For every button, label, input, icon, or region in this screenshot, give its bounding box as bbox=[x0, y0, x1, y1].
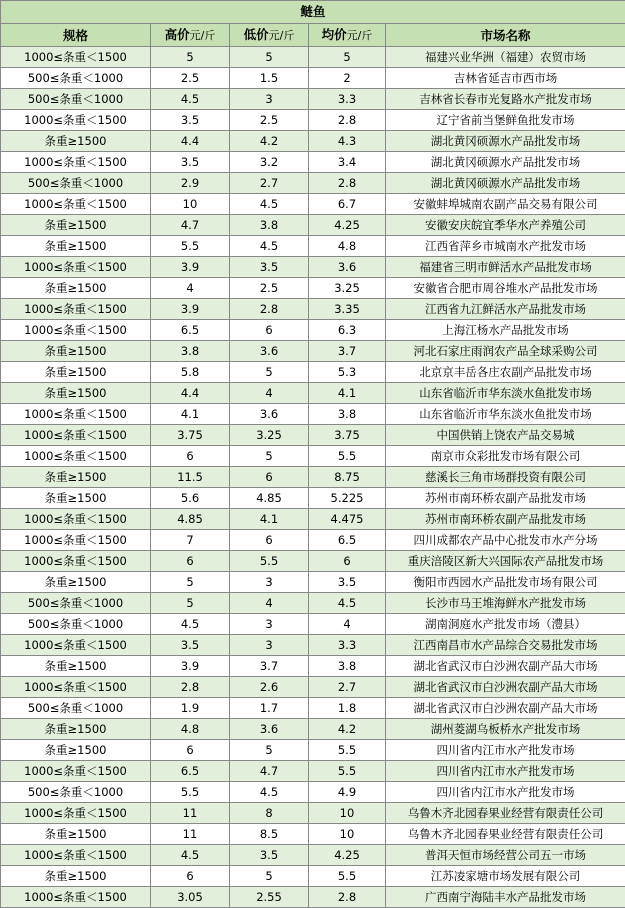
cell-low-price: 5 bbox=[230, 866, 309, 887]
cell-low-price: 3.25 bbox=[230, 425, 309, 446]
cell-high-price: 3.5 bbox=[151, 635, 230, 656]
cell-avg-price: 2.8 bbox=[309, 110, 386, 131]
table-row bbox=[1, 761, 625, 782]
header-market: 市场名称 bbox=[386, 24, 625, 47]
cell-low-price: 3 bbox=[230, 614, 309, 635]
cell-market: 四川成都农产品中心批发市水产分场 bbox=[386, 530, 625, 551]
table-row bbox=[1, 215, 625, 236]
cell-spec: 条重≥1500 bbox=[1, 341, 151, 362]
cell-spec: 1000≤条重＜1500 bbox=[1, 110, 151, 131]
cell-high-price: 4.5 bbox=[151, 89, 230, 110]
cell-low-price: 5.5 bbox=[230, 551, 309, 572]
cell-spec: 1000≤条重＜1500 bbox=[1, 320, 151, 341]
cell-low-price: 1.5 bbox=[230, 68, 309, 89]
cell-low-price: 4 bbox=[230, 593, 309, 614]
cell-avg-price: 5.225 bbox=[309, 488, 386, 509]
table-row bbox=[1, 341, 625, 362]
cell-low-price: 6 bbox=[230, 320, 309, 341]
cell-high-price: 5 bbox=[151, 572, 230, 593]
cell-high-price: 5 bbox=[151, 47, 230, 68]
cell-spec: 1000≤条重＜1500 bbox=[1, 425, 151, 446]
cell-high-price: 1.9 bbox=[151, 698, 230, 719]
cell-spec: 条重≥1500 bbox=[1, 824, 151, 845]
cell-market: 吉林省延吉市西市场 bbox=[386, 68, 625, 89]
cell-spec: 1000≤条重＜1500 bbox=[1, 845, 151, 866]
cell-market: 江西省萍乡市城南水产批发市场 bbox=[386, 236, 625, 257]
cell-high-price: 4.5 bbox=[151, 845, 230, 866]
cell-spec: 条重≥1500 bbox=[1, 740, 151, 761]
cell-spec: 1000≤条重＜1500 bbox=[1, 635, 151, 656]
cell-market: 重庆涪陵区新大兴国际农产品批发市场 bbox=[386, 551, 625, 572]
cell-high-price: 11 bbox=[151, 824, 230, 845]
cell-market: 吉林省长春市光复路水产批发市场 bbox=[386, 89, 625, 110]
cell-low-price: 2.7 bbox=[230, 173, 309, 194]
table-row bbox=[1, 404, 625, 425]
cell-avg-price: 4.5 bbox=[309, 593, 386, 614]
cell-market: 湖北黄冈硕源水产品批发市场 bbox=[386, 173, 625, 194]
cell-market: 苏州市南环桥农副产品批发市场 bbox=[386, 509, 625, 530]
table-row bbox=[1, 866, 625, 887]
table-body bbox=[1, 47, 625, 908]
cell-avg-price: 6.5 bbox=[309, 530, 386, 551]
cell-spec: 条重≥1500 bbox=[1, 719, 151, 740]
header-avg-price bbox=[309, 24, 386, 47]
cell-avg-price: 2 bbox=[309, 68, 386, 89]
table-row bbox=[1, 68, 625, 89]
cell-low-price: 4.1 bbox=[230, 509, 309, 530]
cell-avg-price: 8.75 bbox=[309, 467, 386, 488]
table-row bbox=[1, 173, 625, 194]
cell-market: 四川省内江市水产批发市场 bbox=[386, 761, 625, 782]
cell-spec: 条重≥1500 bbox=[1, 488, 151, 509]
cell-low-price: 6 bbox=[230, 530, 309, 551]
table-row bbox=[1, 782, 625, 803]
cell-market: 江西省九江鲜活水产品批发市场 bbox=[386, 299, 625, 320]
cell-spec: 1000≤条重＜1500 bbox=[1, 887, 151, 908]
cell-spec: 条重≥1500 bbox=[1, 236, 151, 257]
cell-low-price: 4.5 bbox=[230, 236, 309, 257]
cell-avg-price: 5.3 bbox=[309, 362, 386, 383]
cell-market: 辽宁省前当堡鲜鱼批发市场 bbox=[386, 110, 625, 131]
cell-avg-price: 2.7 bbox=[309, 677, 386, 698]
table-row bbox=[1, 110, 625, 131]
cell-market: 湖州菱湖乌板桥水产批发市场 bbox=[386, 719, 625, 740]
cell-spec: 500≤条重＜1000 bbox=[1, 68, 151, 89]
cell-high-price: 6 bbox=[151, 740, 230, 761]
header-low-unit: 元/斤 bbox=[269, 29, 295, 42]
cell-market: 四川省内江市水产批发市场 bbox=[386, 782, 625, 803]
cell-market: 江西南昌市水产品综合交易批发市场 bbox=[386, 635, 625, 656]
cell-low-price: 4.5 bbox=[230, 782, 309, 803]
cell-spec: 条重≥1500 bbox=[1, 467, 151, 488]
cell-market: 中国供销上饶农产品交易城 bbox=[386, 425, 625, 446]
cell-market: 山东省临沂市华东淡水鱼批发市场 bbox=[386, 404, 625, 425]
cell-high-price: 4.7 bbox=[151, 215, 230, 236]
cell-avg-price: 3.6 bbox=[309, 257, 386, 278]
cell-market: 四川省内江市水产批发市场 bbox=[386, 740, 625, 761]
cell-market: 苏州市南环桥农副产品批发市场 bbox=[386, 488, 625, 509]
cell-high-price: 6.5 bbox=[151, 320, 230, 341]
cell-high-price: 3.9 bbox=[151, 257, 230, 278]
cell-high-price: 2.8 bbox=[151, 677, 230, 698]
cell-high-price: 2.9 bbox=[151, 173, 230, 194]
cell-high-price: 5.5 bbox=[151, 782, 230, 803]
cell-spec: 条重≥1500 bbox=[1, 278, 151, 299]
cell-spec: 条重≥1500 bbox=[1, 362, 151, 383]
cell-spec: 1000≤条重＜1500 bbox=[1, 509, 151, 530]
cell-spec: 条重≥1500 bbox=[1, 572, 151, 593]
cell-high-price: 11 bbox=[151, 803, 230, 824]
cell-low-price: 4.2 bbox=[230, 131, 309, 152]
cell-avg-price: 4.475 bbox=[309, 509, 386, 530]
cell-avg-price: 4.9 bbox=[309, 782, 386, 803]
cell-spec: 500≤条重＜1000 bbox=[1, 698, 151, 719]
cell-avg-price: 3.35 bbox=[309, 299, 386, 320]
table-row bbox=[1, 131, 625, 152]
cell-avg-price: 4.1 bbox=[309, 383, 386, 404]
cell-avg-price: 5.5 bbox=[309, 866, 386, 887]
cell-low-price: 3.5 bbox=[230, 845, 309, 866]
cell-spec: 1000≤条重＜1500 bbox=[1, 803, 151, 824]
header-low-price bbox=[230, 24, 309, 47]
cell-high-price: 3.5 bbox=[151, 110, 230, 131]
cell-avg-price: 6.7 bbox=[309, 194, 386, 215]
table-row bbox=[1, 152, 625, 173]
cell-high-price: 2.5 bbox=[151, 68, 230, 89]
cell-high-price: 10 bbox=[151, 194, 230, 215]
table-row bbox=[1, 278, 625, 299]
cell-avg-price: 10 bbox=[309, 824, 386, 845]
table-row bbox=[1, 320, 625, 341]
cell-market: 湖南洞庭水产批发市场（澧县） bbox=[386, 614, 625, 635]
cell-spec: 1000≤条重＜1500 bbox=[1, 446, 151, 467]
cell-avg-price: 3.7 bbox=[309, 341, 386, 362]
cell-low-price: 8.5 bbox=[230, 824, 309, 845]
cell-low-price: 2.5 bbox=[230, 110, 309, 131]
cell-market: 广西南宁海陆丰水产品批发市场 bbox=[386, 887, 625, 908]
cell-low-price: 3.8 bbox=[230, 215, 309, 236]
header-high-label: 高价 bbox=[165, 27, 190, 42]
cell-spec: 1000≤条重＜1500 bbox=[1, 551, 151, 572]
cell-market: 长沙市马王堆海鲜水产批发市场 bbox=[386, 593, 625, 614]
table-row bbox=[1, 803, 625, 824]
cell-high-price: 5.5 bbox=[151, 236, 230, 257]
cell-avg-price: 4.25 bbox=[309, 215, 386, 236]
header-row bbox=[1, 24, 625, 47]
cell-spec: 1000≤条重＜1500 bbox=[1, 257, 151, 278]
cell-avg-price: 2.8 bbox=[309, 887, 386, 908]
table-title: 鲢鱼 bbox=[1, 1, 625, 24]
cell-market: 衡阳市西园水产品批发市场有限公司 bbox=[386, 572, 625, 593]
table-row bbox=[1, 698, 625, 719]
cell-low-price: 5 bbox=[230, 740, 309, 761]
cell-avg-price: 3.3 bbox=[309, 635, 386, 656]
cell-high-price: 6.5 bbox=[151, 761, 230, 782]
table-row bbox=[1, 656, 625, 677]
table-row bbox=[1, 740, 625, 761]
cell-avg-price: 4.8 bbox=[309, 236, 386, 257]
cell-low-price: 2.55 bbox=[230, 887, 309, 908]
cell-high-price: 4.8 bbox=[151, 719, 230, 740]
cell-high-price: 5.6 bbox=[151, 488, 230, 509]
cell-market: 湖北黄冈硕源水产品批发市场 bbox=[386, 152, 625, 173]
cell-avg-price: 3.5 bbox=[309, 572, 386, 593]
cell-market: 江苏凌家塘市场发展有限公司 bbox=[386, 866, 625, 887]
cell-market: 安徽安庆皖宜季华水产养殖公司 bbox=[386, 215, 625, 236]
table-row bbox=[1, 488, 625, 509]
table-row bbox=[1, 509, 625, 530]
cell-market: 湖北省武汉市白沙洲农副产品大市场 bbox=[386, 677, 625, 698]
cell-low-price: 4 bbox=[230, 383, 309, 404]
cell-market: 湖北省武汉市白沙洲农副产品大市场 bbox=[386, 656, 625, 677]
cell-market: 慈溪长三角市场群投资有限公司 bbox=[386, 467, 625, 488]
cell-market: 湖北省武汉市白沙洲农副产品大市场 bbox=[386, 698, 625, 719]
cell-spec: 条重≥1500 bbox=[1, 131, 151, 152]
cell-avg-price: 3.8 bbox=[309, 656, 386, 677]
cell-spec: 500≤条重＜1000 bbox=[1, 593, 151, 614]
cell-low-price: 3 bbox=[230, 572, 309, 593]
cell-low-price: 3 bbox=[230, 635, 309, 656]
table-row bbox=[1, 89, 625, 110]
cell-avg-price: 5.5 bbox=[309, 761, 386, 782]
table-row bbox=[1, 362, 625, 383]
header-spec: 规格 bbox=[1, 24, 151, 47]
cell-low-price: 5 bbox=[230, 446, 309, 467]
cell-high-price: 3.9 bbox=[151, 299, 230, 320]
cell-spec: 1000≤条重＜1500 bbox=[1, 47, 151, 68]
cell-spec: 500≤条重＜1000 bbox=[1, 782, 151, 803]
cell-low-price: 3.7 bbox=[230, 656, 309, 677]
cell-avg-price: 5.5 bbox=[309, 740, 386, 761]
table-row bbox=[1, 467, 625, 488]
cell-avg-price: 6.3 bbox=[309, 320, 386, 341]
cell-spec: 1000≤条重＜1500 bbox=[1, 761, 151, 782]
cell-avg-price: 3.4 bbox=[309, 152, 386, 173]
cell-avg-price: 5.5 bbox=[309, 446, 386, 467]
cell-high-price: 3.75 bbox=[151, 425, 230, 446]
cell-high-price: 4.1 bbox=[151, 404, 230, 425]
cell-market: 福建兴业华洲（福建）农贸市场 bbox=[386, 47, 625, 68]
cell-spec: 500≤条重＜1000 bbox=[1, 89, 151, 110]
cell-avg-price: 6 bbox=[309, 551, 386, 572]
cell-market: 河北石家庄雨润农产品全球采购公司 bbox=[386, 341, 625, 362]
cell-high-price: 3.5 bbox=[151, 152, 230, 173]
cell-high-price: 11.5 bbox=[151, 467, 230, 488]
cell-high-price: 3.9 bbox=[151, 656, 230, 677]
cell-high-price: 3.05 bbox=[151, 887, 230, 908]
cell-low-price: 4.7 bbox=[230, 761, 309, 782]
cell-market: 乌鲁木齐北园春果业经营有限责任公司 bbox=[386, 803, 625, 824]
header-avg-unit: 元/斤 bbox=[347, 29, 373, 42]
cell-high-price: 3.8 bbox=[151, 341, 230, 362]
cell-market: 北京京丰岳各庄农副产品批发市场 bbox=[386, 362, 625, 383]
cell-low-price: 5 bbox=[230, 362, 309, 383]
table-row bbox=[1, 383, 625, 404]
table-row bbox=[1, 446, 625, 467]
cell-spec: 1000≤条重＜1500 bbox=[1, 404, 151, 425]
cell-high-price: 5 bbox=[151, 593, 230, 614]
table-row bbox=[1, 299, 625, 320]
cell-avg-price: 3.8 bbox=[309, 404, 386, 425]
table-row bbox=[1, 719, 625, 740]
cell-low-price: 2.8 bbox=[230, 299, 309, 320]
title-row bbox=[1, 1, 625, 24]
table-row bbox=[1, 236, 625, 257]
cell-avg-price: 2.8 bbox=[309, 173, 386, 194]
cell-low-price: 3.6 bbox=[230, 404, 309, 425]
cell-spec: 条重≥1500 bbox=[1, 656, 151, 677]
table-row bbox=[1, 635, 625, 656]
cell-spec: 1000≤条重＜1500 bbox=[1, 194, 151, 215]
cell-avg-price: 10 bbox=[309, 803, 386, 824]
header-low-label: 低价 bbox=[244, 27, 269, 42]
cell-spec: 1000≤条重＜1500 bbox=[1, 677, 151, 698]
cell-market: 乌鲁木齐北园春果业经营有限责任公司 bbox=[386, 824, 625, 845]
cell-high-price: 4.4 bbox=[151, 131, 230, 152]
cell-avg-price: 3.3 bbox=[309, 89, 386, 110]
cell-low-price: 3.6 bbox=[230, 719, 309, 740]
table-row bbox=[1, 593, 625, 614]
cell-low-price: 4.5 bbox=[230, 194, 309, 215]
cell-market: 湖北黄冈硕源水产品批发市场 bbox=[386, 131, 625, 152]
cell-low-price: 3.2 bbox=[230, 152, 309, 173]
cell-high-price: 4.5 bbox=[151, 614, 230, 635]
cell-low-price: 3.5 bbox=[230, 257, 309, 278]
cell-spec: 1000≤条重＜1500 bbox=[1, 530, 151, 551]
cell-avg-price: 3.75 bbox=[309, 425, 386, 446]
cell-high-price: 4.85 bbox=[151, 509, 230, 530]
cell-low-price: 2.6 bbox=[230, 677, 309, 698]
cell-low-price: 2.5 bbox=[230, 278, 309, 299]
table-row bbox=[1, 614, 625, 635]
cell-high-price: 6 bbox=[151, 551, 230, 572]
cell-high-price: 6 bbox=[151, 866, 230, 887]
table-row bbox=[1, 572, 625, 593]
cell-market: 山东省临沂市华东淡水鱼批发市场 bbox=[386, 383, 625, 404]
cell-avg-price: 4.2 bbox=[309, 719, 386, 740]
table-row bbox=[1, 551, 625, 572]
cell-low-price: 4.85 bbox=[230, 488, 309, 509]
table-row bbox=[1, 677, 625, 698]
cell-market: 福建省三明市鲜活水产品批发市场 bbox=[386, 257, 625, 278]
table-row bbox=[1, 530, 625, 551]
cell-spec: 1000≤条重＜1500 bbox=[1, 152, 151, 173]
cell-avg-price: 4 bbox=[309, 614, 386, 635]
cell-spec: 条重≥1500 bbox=[1, 383, 151, 404]
cell-low-price: 1.7 bbox=[230, 698, 309, 719]
cell-avg-price: 5 bbox=[309, 47, 386, 68]
cell-market: 安徽省合肥市周谷堆水产品批发市场 bbox=[386, 278, 625, 299]
cell-low-price: 3 bbox=[230, 89, 309, 110]
cell-avg-price: 4.3 bbox=[309, 131, 386, 152]
table-row bbox=[1, 425, 625, 446]
cell-low-price: 3.6 bbox=[230, 341, 309, 362]
cell-market: 南京市众彩批发市场有限公司 bbox=[386, 446, 625, 467]
cell-spec: 条重≥1500 bbox=[1, 215, 151, 236]
table-row bbox=[1, 194, 625, 215]
table-row bbox=[1, 824, 625, 845]
cell-high-price: 4 bbox=[151, 278, 230, 299]
cell-high-price: 4.4 bbox=[151, 383, 230, 404]
cell-high-price: 6 bbox=[151, 446, 230, 467]
cell-market: 普洱天恒市场经营公司五一市场 bbox=[386, 845, 625, 866]
table-row bbox=[1, 845, 625, 866]
cell-low-price: 6 bbox=[230, 467, 309, 488]
table-row bbox=[1, 887, 625, 908]
cell-spec: 500≤条重＜1000 bbox=[1, 614, 151, 635]
table-row bbox=[1, 47, 625, 68]
cell-market: 安徽蚌埠城南农副产品交易有限公司 bbox=[386, 194, 625, 215]
header-avg-label: 均价 bbox=[322, 27, 347, 42]
cell-avg-price: 1.8 bbox=[309, 698, 386, 719]
header-high-unit: 元/斤 bbox=[190, 29, 216, 42]
cell-avg-price: 4.25 bbox=[309, 845, 386, 866]
cell-high-price: 5.8 bbox=[151, 362, 230, 383]
cell-avg-price: 3.25 bbox=[309, 278, 386, 299]
header-high-price bbox=[151, 24, 230, 47]
cell-spec: 1000≤条重＜1500 bbox=[1, 299, 151, 320]
cell-spec: 条重≥1500 bbox=[1, 866, 151, 887]
cell-low-price: 8 bbox=[230, 803, 309, 824]
cell-spec: 500≤条重＜1000 bbox=[1, 173, 151, 194]
cell-low-price: 5 bbox=[230, 47, 309, 68]
cell-market: 上海江杨水产品批发市场 bbox=[386, 320, 625, 341]
cell-high-price: 7 bbox=[151, 530, 230, 551]
table-row bbox=[1, 257, 625, 278]
